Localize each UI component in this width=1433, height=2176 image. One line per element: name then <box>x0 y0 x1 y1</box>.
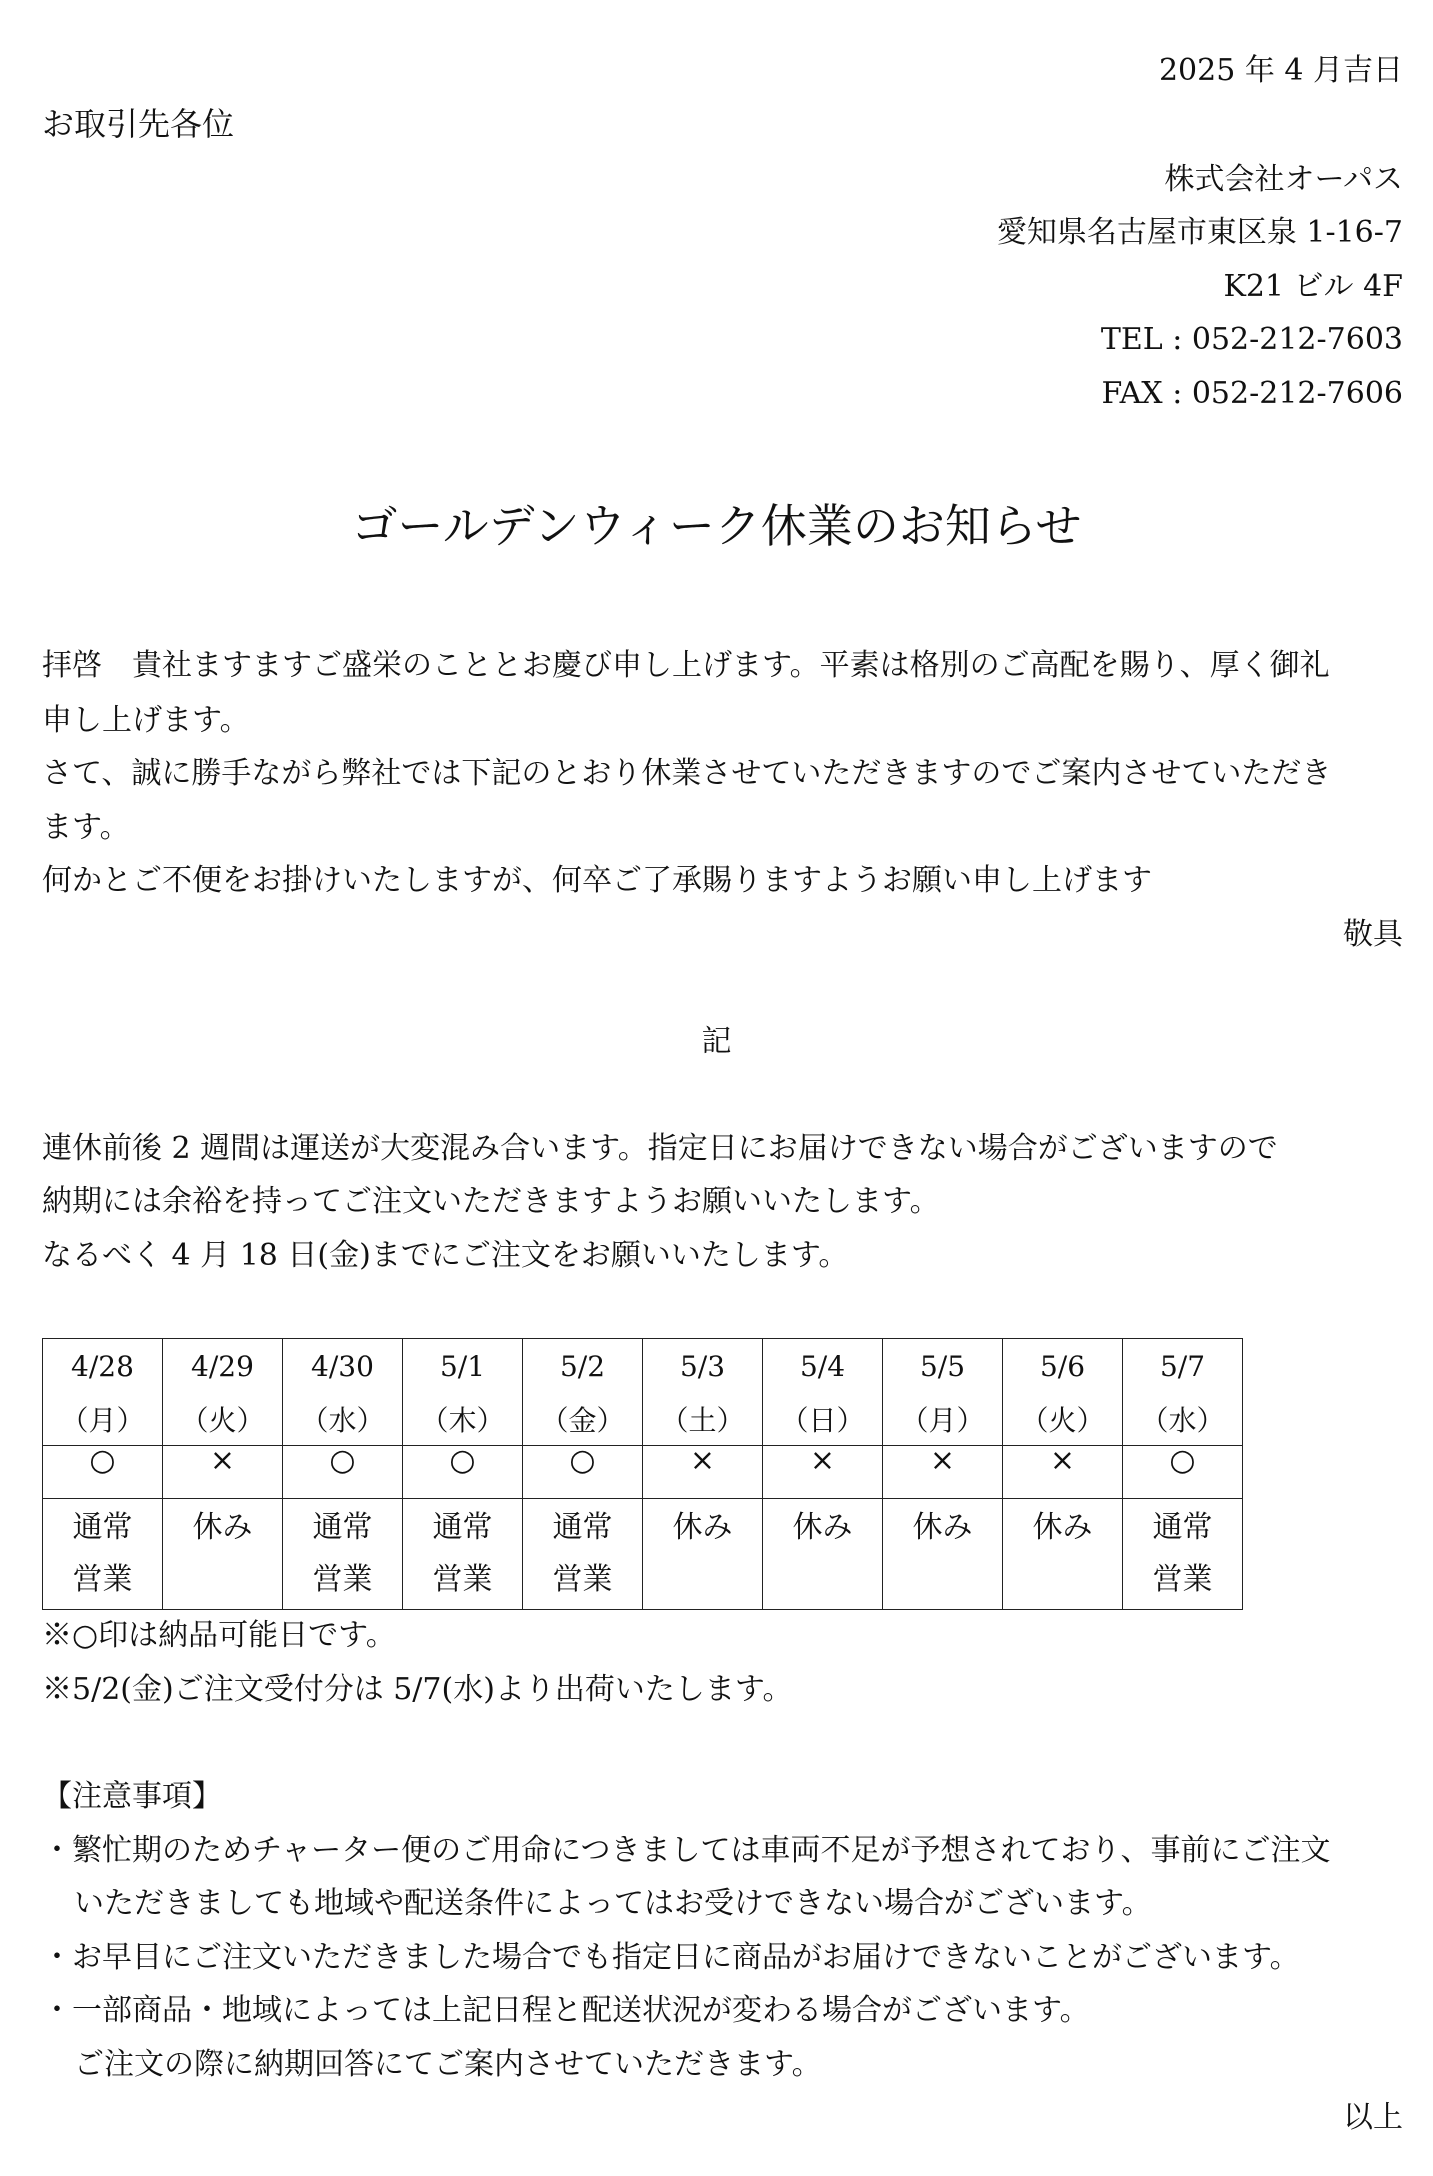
schedule-date-cell: 5/2 （金） <box>523 1339 643 1446</box>
closing-ijou: 以上 <box>1343 2100 1403 2135</box>
document-title: ゴールデンウィーク休業のお知らせ <box>351 499 1082 553</box>
schedule-status-cell: 通常 営業 <box>1123 1499 1243 1610</box>
notice-line-3: なるべく 4 月 18 日(金)までにご注文をお願いいたします。 <box>42 1238 849 1273</box>
schedule-status-cell: 通常 営業 <box>283 1499 403 1610</box>
schedule-date-cell: 4/30 （水） <box>283 1339 403 1446</box>
schedule-status-cell: 通常 営業 <box>523 1499 643 1610</box>
schedule-date-row <box>43 1339 1243 1446</box>
schedule-status-cell: 休み <box>643 1499 763 1610</box>
company-address-line2: K21 ビル 4F <box>1223 269 1403 304</box>
body-line-3: さて、誠に勝手ながら弊社では下記のとおり休業させていただきますのでご案内させていただき <box>42 756 1332 791</box>
company-tel: TEL : 052-212-7603 <box>1100 322 1403 357</box>
body-line-4: ます。 <box>42 810 130 845</box>
schedule-status-cell: 通常 営業 <box>403 1499 523 1610</box>
schedule-date-cell: 5/4 （日） <box>763 1339 883 1446</box>
body-line-1: 拝啓 貴社ますますご盛栄のこととお慶び申し上げます。平素は格別のご高配を賜り、厚く御礼 <box>42 648 1330 683</box>
table-note-1: ※○印は納品可能日です。 <box>42 1618 396 1653</box>
schedule-mark-cell: ○ <box>43 1446 163 1499</box>
schedule-date-cell: 4/28 （月） <box>43 1339 163 1446</box>
company-name: 株式会社オーパス <box>1164 162 1403 197</box>
caution-bullet-3-line-1: ・一部商品・地域によっては上記日程と配送状況が変わる場合がございます。 <box>42 1993 1090 2028</box>
schedule-mark-cell: × <box>763 1446 883 1499</box>
addressee: お取引先各位 <box>42 105 235 143</box>
document-date: 2025 年 4 月吉日 <box>1158 53 1403 88</box>
holiday-schedule-table <box>42 1338 1243 1610</box>
schedule-mark-cell: × <box>883 1446 1003 1499</box>
schedule-mark-cell: × <box>163 1446 283 1499</box>
schedule-date-cell: 5/7 （水） <box>1123 1339 1243 1446</box>
schedule-date-cell: 5/3 （土） <box>643 1339 763 1446</box>
body-line-2: 申し上げます。 <box>42 703 250 738</box>
schedule-date-cell: 5/5 （月） <box>883 1339 1003 1446</box>
schedule-mark-cell: × <box>1003 1446 1123 1499</box>
schedule-status-row <box>43 1499 1243 1610</box>
body-line-5: 何かとご不便をお掛けいたしますが、何卒ご了承賜りますようお願い申し上げます <box>42 863 1152 898</box>
schedule-mark-cell: ○ <box>523 1446 643 1499</box>
notice-line-1: 連休前後 2 週間は運送が大変混み合います。指定日にお届けできない場合がございますので <box>42 1131 1278 1166</box>
closing-keigu: 敬具 <box>1343 917 1403 952</box>
caution-bullet-1-line-2: いただきましても地域や配送条件によってはお受けできない場合がございます。 <box>74 1886 1152 1921</box>
caution-bullet-2: ・お早目にご注文いただきました場合でも指定日に商品がお届けできないことがございます。 <box>42 1940 1300 1975</box>
notice-line-2: 納期には余裕を持ってご注文いただきますようお願いいたします。 <box>42 1184 940 1219</box>
schedule-date-cell: 4/29 （火） <box>163 1339 283 1446</box>
schedule-mark-cell: × <box>643 1446 763 1499</box>
schedule-status-cell: 休み <box>1003 1499 1123 1610</box>
caution-bullet-3-line-2: ご注文の際に納期回答にてご案内させていただきます。 <box>74 2047 822 2082</box>
schedule-status-cell: 休み <box>763 1499 883 1610</box>
schedule-status-cell: 休み <box>883 1499 1003 1610</box>
schedule-date-cell: 5/6 （火） <box>1003 1339 1123 1446</box>
schedule-mark-cell: ○ <box>283 1446 403 1499</box>
schedule-date-cell: 5/1 （木） <box>403 1339 523 1446</box>
ki-heading: 記 <box>701 1024 732 1059</box>
schedule-status-cell: 休み <box>163 1499 283 1610</box>
table-note-2: ※5/2(金)ご注文受付分は 5/7(水)より出荷いたします。 <box>42 1672 793 1707</box>
schedule-mark-cell: ○ <box>403 1446 523 1499</box>
schedule-status-cell: 通常 営業 <box>43 1499 163 1610</box>
caution-heading: 【注意事項】 <box>42 1779 222 1814</box>
company-fax: FAX : 052-212-7606 <box>1101 376 1403 411</box>
schedule-mark-cell: ○ <box>1123 1446 1243 1499</box>
caution-bullet-1-line-1: ・繁忙期のためチャーター便のご用命につきましては車両不足が予想されており、事前にご注文 <box>42 1833 1331 1868</box>
company-address-line1: 愛知県名古屋市東区泉 1-16-7 <box>996 215 1403 250</box>
schedule-mark-row <box>43 1446 1243 1499</box>
